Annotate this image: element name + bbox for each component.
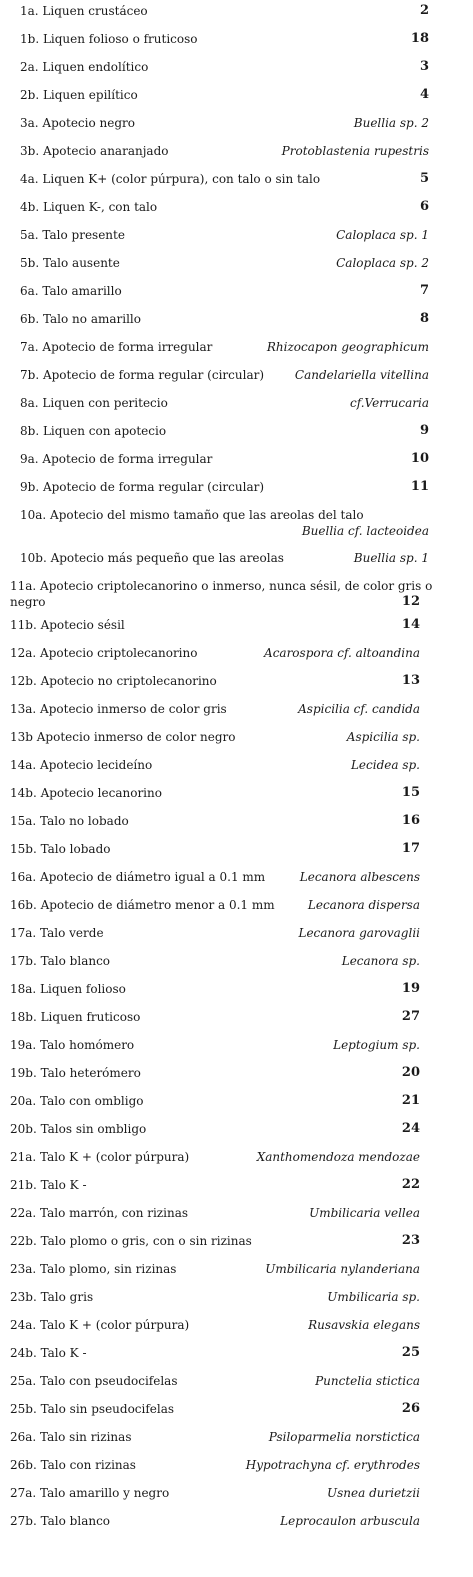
entry-step-number: 9	[419, 423, 429, 438]
entry-label: 12b. Apotecio no criptolecanorino	[10, 674, 217, 688]
entry-label: 2b. Liquen epilítico	[20, 88, 138, 102]
entry-species: Lecanora sp.	[341, 954, 420, 968]
entry-species: Buellia sp. 1	[353, 551, 429, 565]
entry-species: Umbilicaria sp.	[327, 1290, 420, 1304]
entry-step-number: 20	[401, 1065, 420, 1080]
entry-label: 2a. Liquen endolítico	[20, 60, 149, 74]
entry-label: 4a. Liquen K+ (color púrpura), con talo o sin talo	[20, 172, 321, 186]
entry-step-number: 17	[401, 841, 420, 856]
entry-step-number: 25	[401, 1345, 420, 1360]
entry-label: 17b. Talo blanco	[10, 954, 111, 968]
entry-step-number: 16	[401, 813, 420, 828]
entry-label: 19a. Talo homómero	[10, 1038, 135, 1052]
entry-label: 15a. Talo no lobado	[10, 814, 129, 828]
entry-label: 23a. Talo plomo, sin rizinas	[10, 1262, 177, 1276]
entry-label: 9b. Apotecio de forma regular (circular)	[20, 480, 265, 494]
entry-label: 12a. Apotecio criptolecanorino	[10, 646, 198, 660]
entry-species: Xanthomendoza mendozae	[256, 1150, 420, 1164]
entry-step-number: 21	[401, 1093, 420, 1108]
entry-label: 26a. Talo sin rizinas	[10, 1430, 132, 1444]
entry-label: 3b. Apotecio anaranjado	[20, 144, 169, 158]
entry-label: 8a. Liquen con peritecio	[20, 396, 168, 410]
entry-label: 25a. Talo con pseudocifelas	[10, 1374, 178, 1388]
entry-step-number: 15	[401, 785, 420, 800]
entry-step-number: 19	[401, 981, 420, 996]
entry-species: Protoblastenia rupestris	[281, 144, 429, 158]
entry-label: 4b. Liquen K-, con talo	[20, 200, 158, 214]
entry-label: 22a. Talo marrón, con rizinas	[10, 1206, 189, 1220]
entry-step-number: 12	[401, 594, 420, 609]
entry-label: 19b. Talo heterómero	[10, 1066, 141, 1080]
entry-label: 21a. Talo K + (color púrpura)	[10, 1150, 190, 1164]
entry-species: Psiloparmelia norstictica	[268, 1430, 420, 1444]
entry-species: Umbilicaria nylanderiana	[265, 1262, 420, 1276]
entry-species: Aspicilia sp.	[346, 730, 420, 744]
entry-label: 7b. Apotecio de forma regular (circular)	[20, 368, 265, 382]
entry-label: 18b. Liquen fruticoso	[10, 1010, 141, 1024]
entry-species: Aspicilia cf. candida	[298, 702, 420, 716]
entry-step-number: 8	[419, 311, 429, 326]
entry-label: 27b. Talo blanco	[10, 1514, 111, 1528]
entry-step-number: 22	[401, 1177, 420, 1192]
key-entry	[0, 507, 473, 539]
entry-step-number: 24	[401, 1121, 420, 1136]
entry-label: 13b Apotecio inmerso de color negro	[10, 730, 236, 744]
entry-label: 5a. Talo presente	[20, 228, 125, 242]
entry-step-number: 27	[401, 1009, 420, 1024]
entry-species: Candelariella vitellina	[294, 368, 429, 382]
entry-step-number: 5	[419, 171, 429, 186]
entry-label: 24b. Talo K -	[10, 1346, 87, 1360]
entry-label-continued: negro	[10, 595, 46, 609]
entry-species: Caloplaca sp. 1	[336, 228, 429, 242]
entry-label: 21b. Talo K -	[10, 1178, 87, 1192]
entry-step-number: 11	[410, 479, 429, 494]
entry-label: 11a. Apotecio criptolecanorino o inmerso, nunca sésil, de color gris o	[10, 579, 433, 593]
entry-label: 22b. Talo plomo o gris, con o sin rizinas	[10, 1234, 252, 1248]
entry-step-number: 6	[419, 199, 429, 214]
entry-label: 18a. Liquen folioso	[10, 982, 126, 996]
entry-species: Lecanora albescens	[299, 870, 420, 884]
entry-label: 13a. Apotecio inmerso de color gris	[10, 702, 227, 716]
entry-label: 20b. Talos sin ombligo	[10, 1122, 147, 1136]
entry-label: 10a. Apotecio del mismo tamaño que las areolas del talo	[20, 508, 364, 522]
entry-species: Caloplaca sp. 2	[336, 256, 429, 270]
entry-species: Punctelia stictica	[315, 1374, 420, 1388]
entry-step-number: 23	[401, 1233, 420, 1248]
entry-label: 16b. Apotecio de diámetro menor a 0.1 mm	[10, 898, 275, 912]
entry-label: 14b. Apotecio lecanorino	[10, 786, 162, 800]
entry-label: 27a. Talo amarillo y negro	[10, 1486, 170, 1500]
entry-species: Leptogium sp.	[333, 1038, 420, 1052]
entry-step-number: 13	[401, 673, 420, 688]
entry-species: Lecanora dispersa	[307, 898, 420, 912]
key-entry	[0, 578, 473, 610]
entry-label: 6a. Talo amarillo	[20, 284, 122, 298]
entry-species: Buellia sp. 2	[353, 116, 429, 130]
entry-step-number: 18	[410, 31, 429, 46]
entry-species: Rhizocapon geographicum	[266, 340, 429, 354]
entry-label: 20a. Talo con ombligo	[10, 1094, 144, 1108]
entry-step-number: 2	[419, 3, 429, 18]
entry-species: Leprocaulon arbuscula	[280, 1514, 420, 1528]
entry-species: Rusavskia elegans	[308, 1318, 420, 1332]
entry-label: 5b. Talo ausente	[20, 256, 120, 270]
entry-label: 14a. Apotecio lecideíno	[10, 758, 153, 772]
entry-step-number: 14	[401, 617, 420, 632]
entry-label: 24a. Talo K + (color púrpura)	[10, 1318, 190, 1332]
entry-label: 8b. Liquen con apotecio	[20, 424, 167, 438]
entry-label: 10b. Apotecio más pequeño que las areolas	[20, 551, 284, 565]
entry-label: 7a. Apotecio de forma irregular	[20, 340, 213, 354]
entry-label: 23b. Talo gris	[10, 1290, 94, 1304]
entry-species: Hypotrachyna cf. erythrodes	[245, 1458, 420, 1472]
entry-label: 11b. Apotecio sésil	[10, 618, 125, 632]
entry-species: Buellia cf. lacteoidea	[301, 524, 429, 538]
entry-step-number: 3	[419, 59, 429, 74]
entry-species: Usnea durietzii	[327, 1486, 420, 1500]
entry-species: cf.Verrucaria	[349, 396, 429, 410]
entry-step-number: 10	[410, 451, 429, 466]
entry-label: 3a. Apotecio negro	[20, 116, 135, 130]
entry-label: 25b. Talo sin pseudocifelas	[10, 1402, 175, 1416]
entry-label: 26b. Talo con rizinas	[10, 1458, 136, 1472]
entry-label: 1b. Liquen folioso o fruticoso	[20, 32, 198, 46]
entry-step-number: 4	[419, 87, 429, 102]
entry-label: 17a. Talo verde	[10, 926, 104, 940]
entry-label: 15b. Talo lobado	[10, 842, 111, 856]
entry-label: 16a. Apotecio de diámetro igual a 0.1 mm	[10, 870, 266, 884]
entry-step-number: 26	[401, 1401, 420, 1416]
entry-label: 9a. Apotecio de forma irregular	[20, 452, 213, 466]
entry-label: 6b. Talo no amarillo	[20, 312, 141, 326]
entry-step-number: 7	[419, 283, 429, 298]
entry-species: Acarospora cf. altoandina	[264, 646, 420, 660]
entry-species: Lecanora garovaglii	[298, 926, 420, 940]
entry-species: Lecidea sp.	[350, 758, 420, 772]
entry-species: Umbilicaria vellea	[309, 1206, 420, 1220]
entry-label: 1a. Liquen crustáceo	[20, 4, 148, 18]
